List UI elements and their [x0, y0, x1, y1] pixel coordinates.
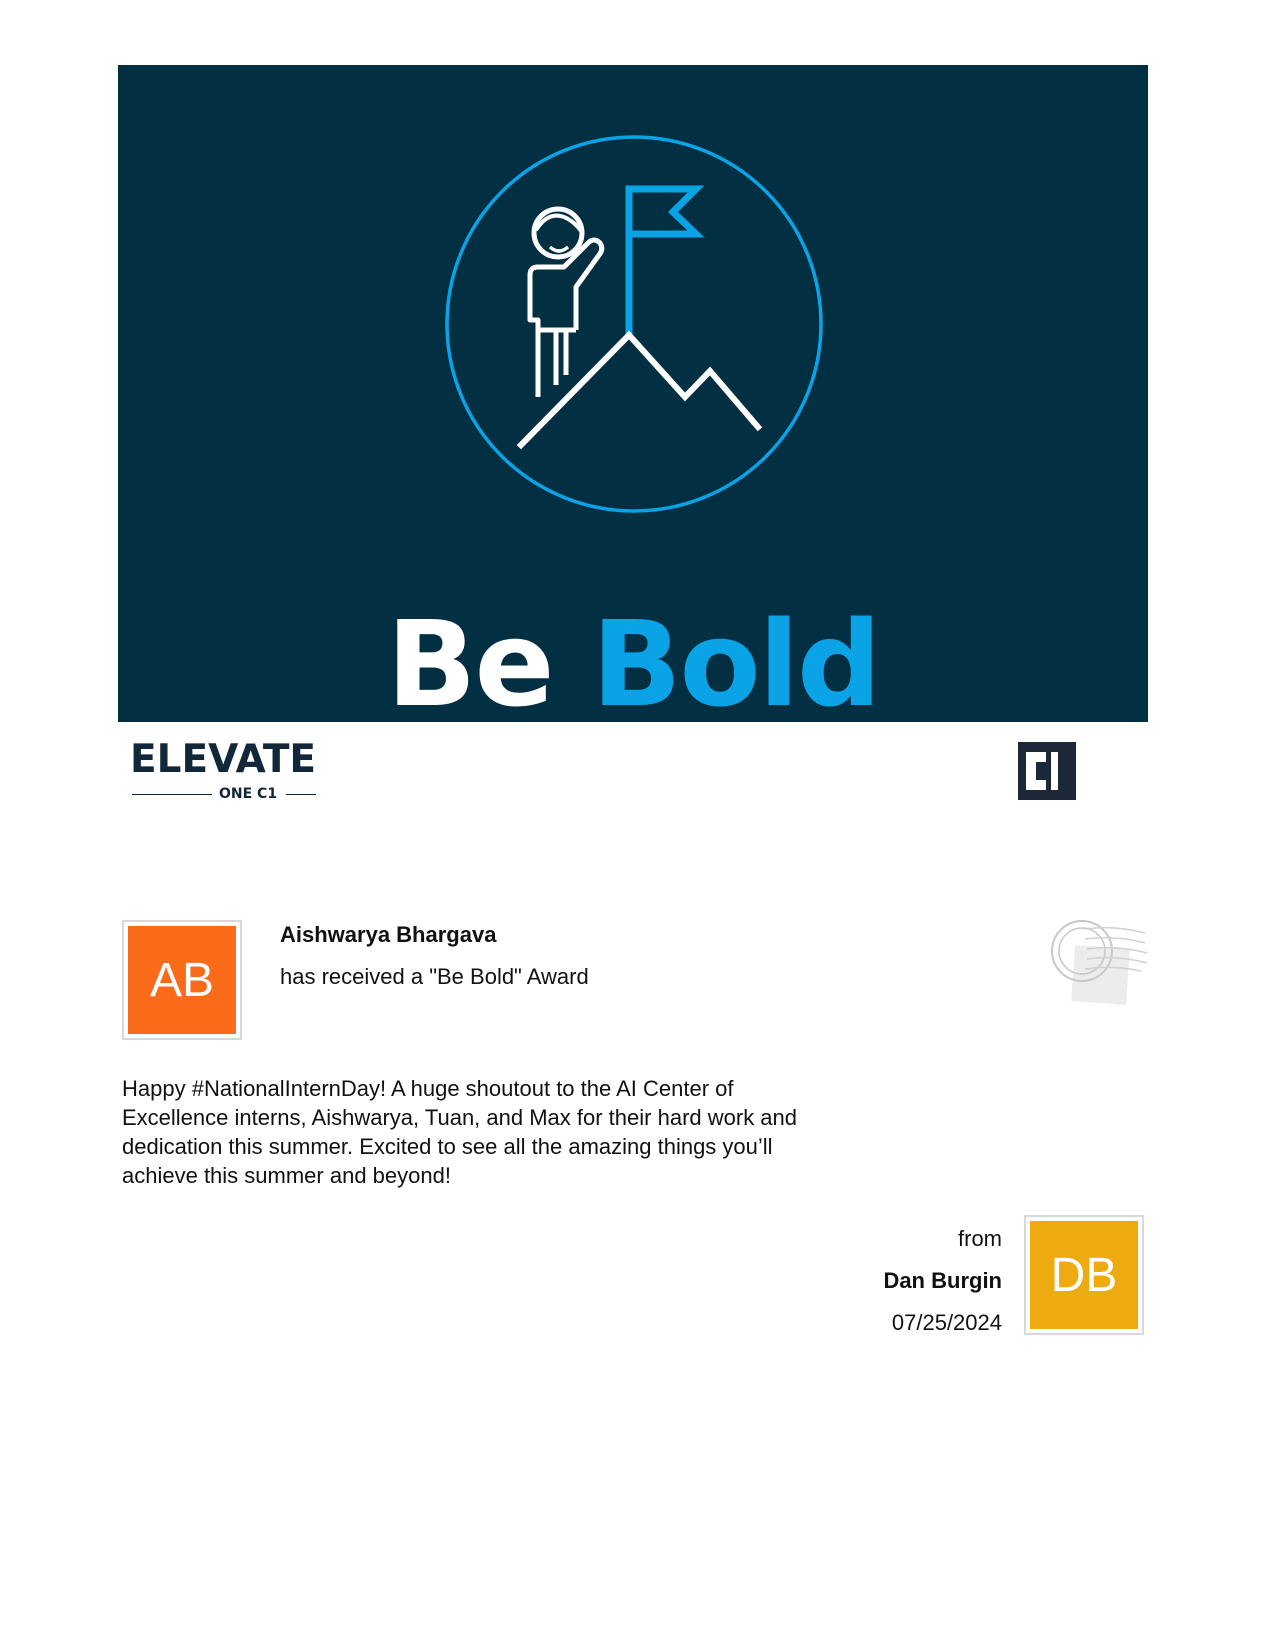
c1-logo-icon	[1018, 742, 1076, 800]
elevate-logo-word: ELEVATE	[130, 737, 317, 782]
award-text: has received a "Be Bold" Award	[280, 964, 589, 989]
elevate-logo	[130, 737, 320, 806]
recipient-avatar	[122, 920, 242, 1040]
elevate-logo-subtitle-row	[130, 786, 320, 802]
banner-title-word-be: Be	[386, 595, 553, 733]
postmark-stamp-icon	[1045, 915, 1155, 1015]
sent-date: 07/25/2024	[891, 1310, 1002, 1335]
sender-avatar	[1024, 1215, 1144, 1335]
banner-title-word-bold: Bold	[591, 595, 880, 733]
from-label: from	[958, 1226, 1002, 1251]
recipient-avatar-initials: AB	[128, 926, 236, 1034]
sender-avatar-initials: DB	[1030, 1221, 1138, 1329]
elevate-logo-subtitle: ONE C1	[219, 786, 278, 802]
person-planting-flag-on-mountain-icon	[118, 65, 1148, 585]
award-banner	[118, 65, 1148, 733]
award-message: Happy #NationalInternDay! A huge shoutout to the AI Center of Excellence interns, Aishwarya, Tuan, and Max for their hard work and dedication this summer. Excited to see all the amazing things you’ll achieve this summer and beyond!	[122, 1076, 798, 1188]
sender-name: Dan Burgin	[883, 1268, 1002, 1293]
divider	[286, 794, 316, 795]
banner-title	[118, 595, 1148, 733]
recipient-name: Aishwarya Bhargava	[280, 922, 497, 947]
divider	[132, 794, 212, 795]
